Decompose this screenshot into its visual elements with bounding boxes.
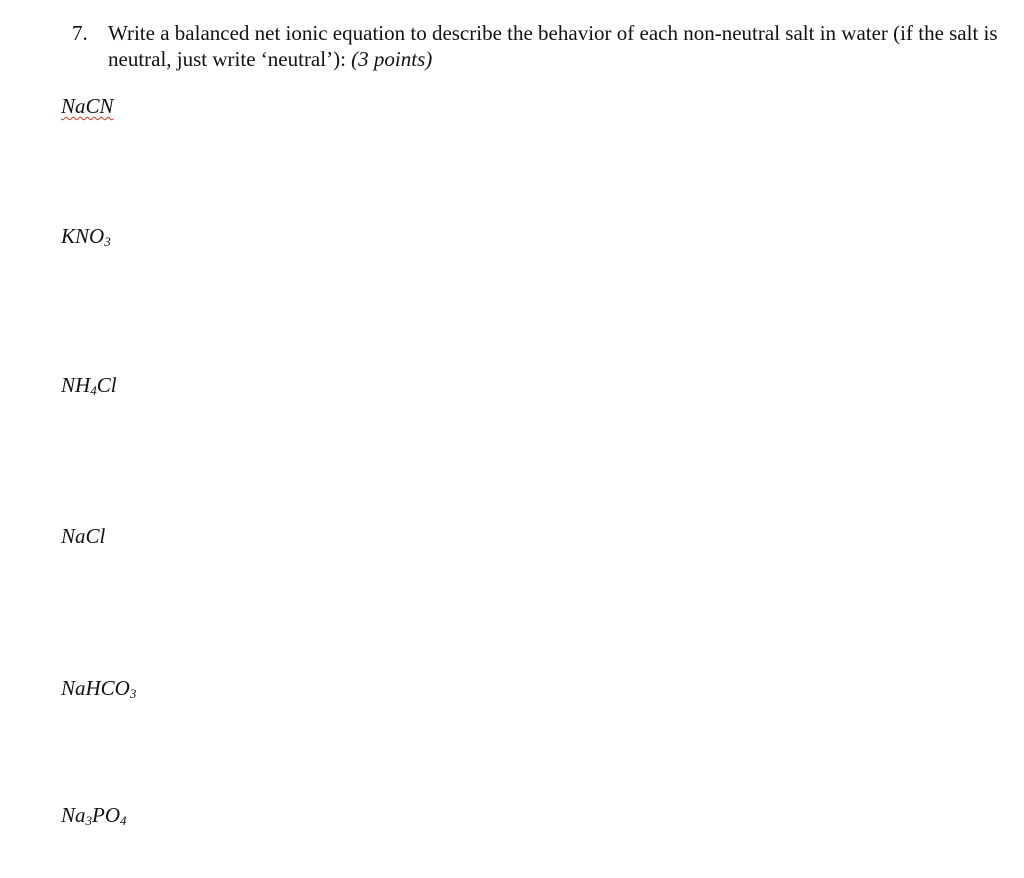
formula-part: NH [61,373,91,397]
formula-part: PO [92,803,121,827]
formula-subscript: 4 [90,383,97,398]
formula-part: Na [61,803,86,827]
salt-formula-nh4cl [61,372,117,398]
salt-formula-kno3 [61,223,111,249]
formula-subscript: 4 [120,813,127,828]
salt-formula-nahco3 [61,675,136,701]
formula-subscript: 3 [129,686,137,701]
formula-part: NaHCO [61,676,130,700]
formula-part: NaCl [61,524,106,548]
formula-part: Cl [96,373,117,397]
formula-part: KNO [61,224,105,248]
formula-subscript: 3 [104,234,111,249]
salt-formula-nacl [61,523,105,549]
salt-formula-nacn [61,93,114,119]
question-number: 7. [72,21,88,45]
formula-subscript: 3 [85,813,93,828]
question-prompt: Write a balanced net ionic equation to describe the behavior of each non-neutral salt in water (if the salt is neutral, just write ‘neutral’): [108,21,998,71]
salt-formula-na3po4 [61,802,127,828]
question-text [108,20,998,72]
question-points: (3 points) [351,47,433,71]
formula-part: NaCN [61,94,114,118]
